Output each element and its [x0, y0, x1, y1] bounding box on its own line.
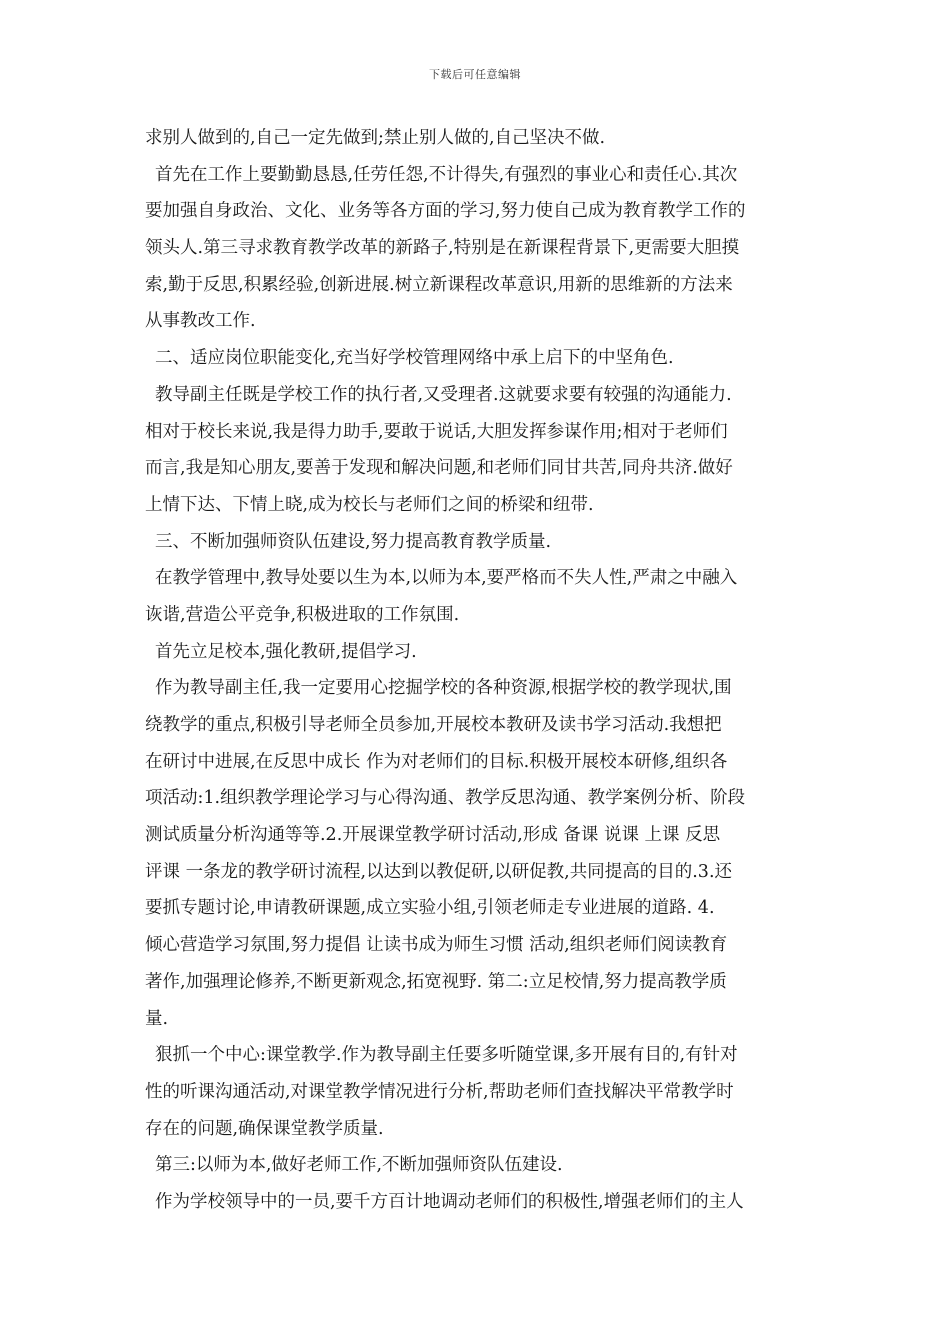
- text-line: 求别人做到的,自己一定先做到;禁止别人做的,自己坚决不做.: [145, 128, 606, 148]
- text-line: 二、适应岗位职能变化,充当好学校管理网络中承上启下的中坚角色.: [155, 348, 674, 369]
- text-line: 在研讨中进展,在反思中成长 作为对老师们的目标.积极开展校本研修,组织各: [145, 751, 728, 772]
- text-line: 首先在工作上要勤勤恳恳,任劳任怨,不计得失,有强烈的事业心和责任心.其次: [155, 164, 738, 185]
- text-line: 而言,我是知心朋友,要善于发现和解决问题,和老师们同甘共苦,同舟共济.做好: [145, 458, 733, 479]
- text-line: 首先立足校本,强化教研,提倡学习.: [155, 641, 417, 662]
- text-line: 要抓专题讨论,申请教研课题,成立实验小组,引领老师走专业进展的道路. 4.: [145, 898, 715, 919]
- text-line: 第三:以师为本,做好老师工作,不断加强师资队伍建设.: [155, 1155, 563, 1176]
- text-line: 性的听课沟通活动,对课堂教学情况进行分析,帮助老师们查找解决平常教学时: [145, 1081, 734, 1102]
- text-line: 测试质量分析沟通等等.2.开展课堂教学研讨活动,形成 备课 说课 上课 反思: [145, 825, 721, 846]
- text-line: 存在的问题,确保课堂教学质量.: [145, 1118, 384, 1139]
- page-header: 下载后可任意编辑: [429, 68, 521, 81]
- text-line: 著作,加强理论修养,不断更新观念,拓宽视野. 第二:立足校情,努力提高教学质: [145, 971, 727, 992]
- text-line: 领头人.第三寻求教育教学改革的新路子,特别是在新课程背景下,更需要大胆摸: [145, 238, 740, 259]
- text-line: 在教学管理中,教导处要以生为本,以师为本,要严格而不失人性,严肃之中融入: [155, 568, 738, 589]
- text-line: 索,勤于反思,积累经验,创新进展.树立新课程改革意识,用新的思维新的方法来: [145, 274, 733, 295]
- text-line: 项活动:1.组织教学理论学习与心得沟通、教学反思沟通、教学案例分析、阶段: [145, 788, 746, 809]
- text-line: 要加强自身政治、文化、业务等各方面的学习,努力使自己成为教育教学工作的: [145, 201, 746, 222]
- text-line: 绕教学的重点,积极引导老师全员参加,开展校本教研及读书学习活动.我想把: [145, 715, 722, 735]
- text-line: 三、不断加强师资队伍建设,努力提高教育教学质量.: [155, 531, 552, 552]
- text-line: 狠抓一个中心:课堂教学.作为教导副主任要多听随堂课,多开展有目的,有针对: [155, 1045, 738, 1066]
- text-line: 量.: [145, 1008, 169, 1029]
- text-line: 诙谐,营造公平竞争,积极进取的工作氛围.: [145, 604, 460, 625]
- text-line: 作为学校领导中的一员,要千方百计地调动老师们的积极性,增强老师们的主人: [155, 1191, 744, 1212]
- text-line: 评课 一条龙的教学研讨流程,以达到以教促研,以研促教,共同提高的目的.3.还: [145, 861, 733, 882]
- text-line: 作为教导副主任,我一定要用心挖掘学校的各种资源,根据学校的教学现状,围: [155, 678, 732, 699]
- text-line: 相对于校长来说,我是得力助手,要敢于说话,大胆发挥参谋作用;相对于老师们: [145, 421, 728, 442]
- text-line: 倾心营造学习氛围,努力提倡 让读书成为师生习惯 活动,组织老师们阅读教育: [145, 935, 728, 956]
- document-body: [145, 120, 813, 1221]
- text-line: 上情下达、下情上晓,成为校长与老师们之间的桥梁和纽带.: [145, 494, 594, 515]
- text-line: 从事教改工作.: [145, 311, 256, 332]
- text-line: 教导副主任既是学校工作的执行者,又受理者.这就要求要有较强的沟通能力.: [155, 384, 732, 405]
